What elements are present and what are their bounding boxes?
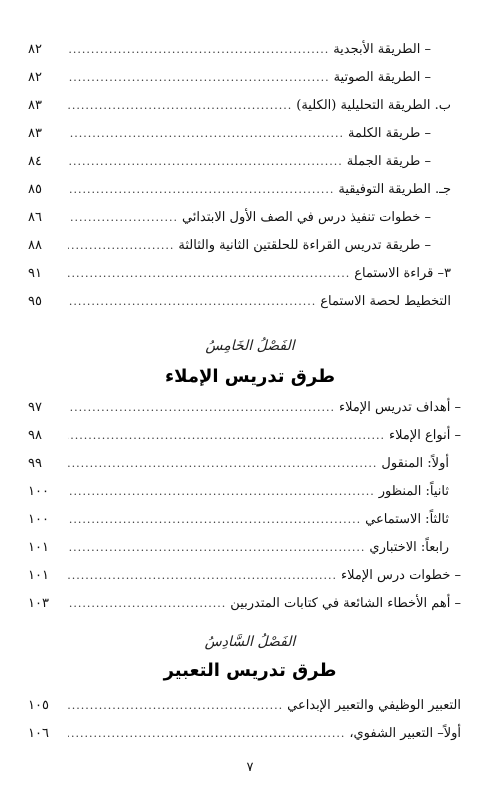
toc-entry-title: – أنواع الإملاء — [389, 428, 461, 443]
toc-entry-title: رابعاً: الاختباري — [369, 540, 449, 555]
toc-entry[interactable] — [28, 122, 461, 146]
toc-entry-page: ١٠٠ — [28, 512, 49, 527]
toc-entry-page: ١٠١ — [28, 540, 49, 555]
toc-entry-title: – طريقة الجملة — [346, 154, 431, 169]
toc-entry-page: ٩٥ — [28, 294, 42, 309]
toc-entry-page: ١٠٠ — [28, 484, 49, 499]
toc-entry[interactable] — [28, 66, 461, 90]
toc-leader-dots — [68, 234, 174, 258]
toc-entry[interactable] — [28, 508, 461, 532]
toc-entry-title: – طريقة تدريس القراءة للحلقتين الثانية والثالثة — [178, 238, 431, 253]
toc-entry-title: التخطيط لحصة الاستماع — [320, 294, 451, 309]
toc-entry[interactable] — [28, 290, 461, 314]
toc-entry[interactable] — [28, 564, 461, 588]
toc-leader-dots — [68, 592, 226, 616]
toc-entry-page: ٩٧ — [28, 400, 42, 415]
toc-leader-dots — [68, 396, 335, 420]
toc-entry[interactable] — [28, 592, 461, 616]
chapter-title: طرق تدريس الإملاء — [164, 366, 336, 387]
toc-leader-dots — [68, 508, 361, 532]
toc-entry-title: – أهم الأخطاء الشائعة في كتابات المتدربين — [230, 596, 461, 611]
toc-entry[interactable] — [28, 178, 461, 202]
toc-entry[interactable] — [28, 234, 461, 258]
toc-entry-page: ١٠٣ — [28, 596, 49, 611]
toc-leader-dots — [68, 66, 330, 90]
toc-leader-dots — [68, 722, 345, 746]
toc-entry-title: – طريقة الكلمة — [348, 126, 431, 141]
toc-entry-page: ٨٢ — [28, 42, 42, 57]
toc-entry-title: جـ. الطريقة التوفيقية — [338, 182, 451, 197]
toc-entry[interactable] — [28, 38, 461, 62]
toc-entry-title: – الطريقة الأبجدية — [333, 42, 431, 57]
toc-entry[interactable] — [28, 206, 461, 230]
chapter-title: طرق تدريس التعبير — [163, 660, 337, 681]
toc-entry-page: ٩٩ — [28, 456, 42, 471]
toc-entry[interactable] — [28, 480, 461, 504]
toc-entry[interactable] — [28, 396, 461, 420]
toc-entry[interactable] — [28, 452, 461, 476]
toc-entry-page: ٨٥ — [28, 182, 42, 197]
toc-leader-dots — [68, 424, 385, 448]
toc-entry[interactable] — [28, 424, 461, 448]
toc-leader-dots — [68, 94, 292, 118]
toc-entry[interactable] — [28, 150, 461, 174]
toc-entry-title: – أهداف تدريس الإملاء — [338, 400, 461, 415]
toc-entry-page: ٨٤ — [28, 154, 42, 169]
toc-leader-dots — [68, 480, 375, 504]
toc-leader-dots — [68, 178, 334, 202]
toc-entry-page: ٩١ — [28, 266, 42, 281]
page-number: ٧ — [246, 760, 254, 775]
toc-entry-page: ٨٦ — [28, 210, 42, 225]
toc-entry[interactable] — [28, 694, 461, 718]
toc-entry[interactable] — [28, 722, 461, 746]
toc-leader-dots — [68, 122, 344, 146]
toc-entry-title: ب. الطريقة التحليلية (الكلية) — [296, 98, 451, 113]
toc-entry[interactable] — [28, 262, 461, 286]
toc-entry[interactable] — [28, 94, 461, 118]
toc-entry-page: ٨٨ — [28, 238, 42, 253]
toc-entry-page: ٨٢ — [28, 70, 42, 85]
toc-entry-page: ٩٨ — [28, 428, 42, 443]
toc-entry-page: ١٠٦ — [28, 726, 49, 741]
toc-leader-dots — [68, 452, 377, 476]
toc-entry[interactable] — [28, 536, 461, 560]
toc-entry-title: – خطوات درس الإملاء — [341, 568, 461, 583]
toc-entry-title: ثالثاً: الاستماعي — [365, 512, 449, 527]
toc-leader-dots — [68, 564, 337, 588]
toc-entry-page: ١٠٥ — [28, 698, 49, 713]
toc-leader-dots — [68, 290, 316, 314]
toc-entry-page: ١٠١ — [28, 568, 49, 583]
toc-leader-dots — [68, 262, 350, 286]
toc-entry-title: أولاً: المنقول — [381, 456, 449, 471]
toc-entry-page: ٨٣ — [28, 126, 42, 141]
toc-entry-title: ثانياً: المنظور — [378, 484, 449, 499]
toc-leader-dots — [68, 206, 178, 230]
toc-leader-dots — [68, 694, 283, 718]
toc-entry-title: التعبير الوظيفي والتعبير الإبداعي — [287, 698, 461, 713]
toc-leader-dots — [68, 536, 365, 560]
toc-entry-title: – الطريقة الصوتية — [333, 70, 431, 85]
toc-leader-dots — [68, 38, 329, 62]
toc-entry-title: – خطوات تنفيذ درس في الصف الأول الابتدائي — [181, 210, 431, 225]
toc-entry-page: ٨٣ — [28, 98, 42, 113]
toc-entry-title: أولاً– التعبير الشفوي، — [349, 726, 461, 741]
toc-entry-title: ٣– قراءة الاستماع — [354, 266, 451, 281]
chapter-label: الفَصْلُ الخَامِسُ — [205, 338, 295, 354]
toc-leader-dots — [68, 150, 343, 174]
chapter-label: الفَصْلُ السَّادِسُ — [204, 634, 296, 650]
